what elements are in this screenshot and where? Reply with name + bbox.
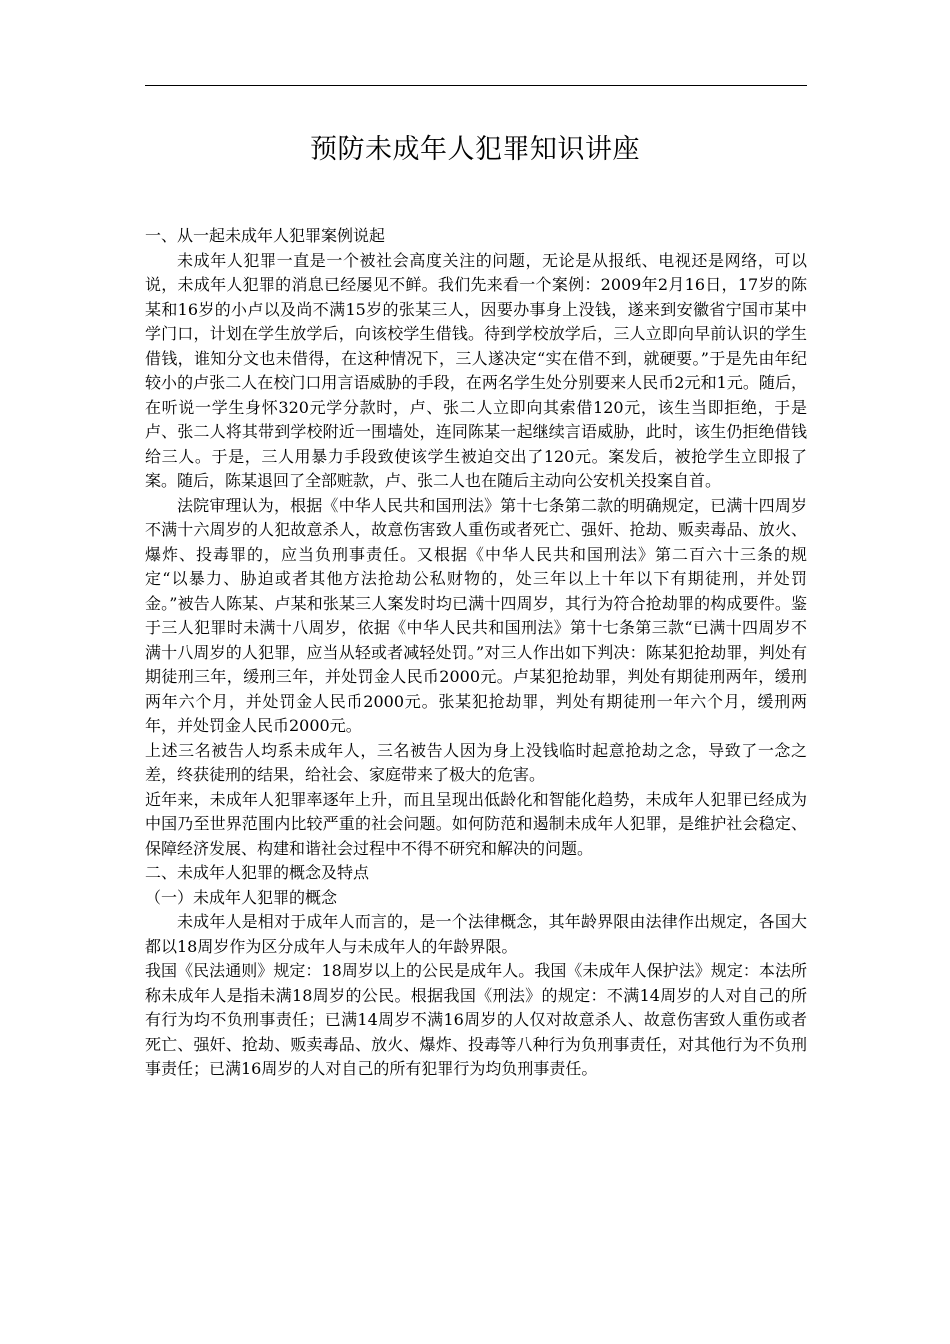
document-title: 预防未成年人犯罪知识讲座 <box>310 134 640 165</box>
body-paragraph: 未成年人犯罪一直是一个被社会高度关注的问题，无论是从报纸、电视还是网络，可以说，未成年人犯罪的消息已经屡见不鲜。我们先来看一个案例：2009年2月16日，17岁的陈某和16岁的小卢以及尚不满15岁的张某三人，因要办事身上没钱，遂来到安徽省宁国市某中学门口，计划在学生放学后，向该校学生借钱。待到学校放学后，三人立即向早前认识的学生借钱，谁知分文也未借得，在这种情况下，三人遂决定“实在借不到，就硬要。”于是先由年纪较小的卢张二人在校门口用言语威胁的手段，在两名学生处分别要来人民币2元和1元。随后，在听说一学生身怀320元学分款时，卢、张二人立即向其索借120元，该生当即拒绝，于是卢、张二人将其带到学校附近一围墙处，连同陈某一起继续言语威胁，此时，该生仍拒绝借钱给三人。于是，三人用暴力手段致使该学生被迫交出了120元。案发后，被抢学生立即报了案。随后，陈某退回了全部赃款，卢、张二人也在随后主动向公安机关投案自首。 <box>145 250 807 490</box>
body-paragraph: 近年来，未成年人犯罪率逐年上升，而且呈现出低龄化和智能化趋势，未成年人犯罪已经成为中国乃至世界范围内比较严重的社会问题。如何防范和遏制未成年人犯罪，是维护社会稳定、保障经济发展、构建和谐社会过程中不得不研究和解决的问题。 <box>145 789 807 858</box>
subsection-heading: （一）未成年人犯罪的概念 <box>145 887 338 907</box>
body-paragraph: 上述三名被告人均系未成年人，三名被告人因为身上没钱临时起意抢劫之念，导致了一念之差，终获徒刑的结果，给社会、家庭带来了极大的危害。 <box>145 740 807 784</box>
body-paragraph: 我国《民法通则》规定：18周岁以上的公民是成年人。我国《未成年人保护法》规定：本法所称未成年人是指未满18周岁的公民。根据我国《刑法》的规定：不满14周岁的人对自己的所有行为均不负刑事责任；已满14周岁不满16周岁的人仅对故意杀人、故意伤害致人重伤或者死亡、强奸、抢劫、贩卖毒品、放火、爆炸、投毒等八种行为负刑事责任，对其他行为不负刑事责任；已满16周岁的人对自己的所有犯罪行为均负刑事责任。 <box>145 961 807 1078</box>
body-paragraph: 法院审理认为，根据《中华人民共和国刑法》第十七条第二款的明确规定，已满十四周岁不满十六周岁的人犯故意杀人，故意伤害致人重伤或者死亡、强奸、抢劫、贩卖毒品、放火、爆炸、投毒罪的，应当负刑事责任。又根据《中华人民共和国刑法》第二百六十三条的规定“以暴力、胁迫或者其他方法抢劫公私财物的，处三年以上十年以下有期徒刑，并处罚金。”被告人陈某、卢某和张某三人案发时均已满十四周岁，其行为符合抢劫罪的构成要件。鉴于三人犯罪时未满十八周岁，依据《中华人民共和国刑法》第十七条第三款“已满十四周岁不满十八周岁的人犯罪，应当从轻或者减轻处罚。”对三人作出如下判决：陈某犯抢劫罪，判处有期徒刑三年，缓刑三年，并处罚金人民币2000元。卢某犯抢劫罪，判处有期徒刑两年，缓刑两年六个月，并处罚金人民币2000元。张某犯抢劫罪，判处有期徒刑一年六个月，缓刑两年，并处罚金人民币2000元。 <box>145 495 807 735</box>
header-rule <box>145 85 807 86</box>
document-body <box>145 224 807 1082</box>
section-heading: 二、未成年人犯罪的概念及特点 <box>145 863 370 882</box>
section-heading: 一、从一起未成年人犯罪案例说起 <box>145 226 386 245</box>
body-paragraph: 未成年人是相对于成年人而言的，是一个法律概念，其年龄界限由法律作出规定，各国大都以18周岁作为区分成年人与未成年人的年龄界限。 <box>145 912 807 956</box>
